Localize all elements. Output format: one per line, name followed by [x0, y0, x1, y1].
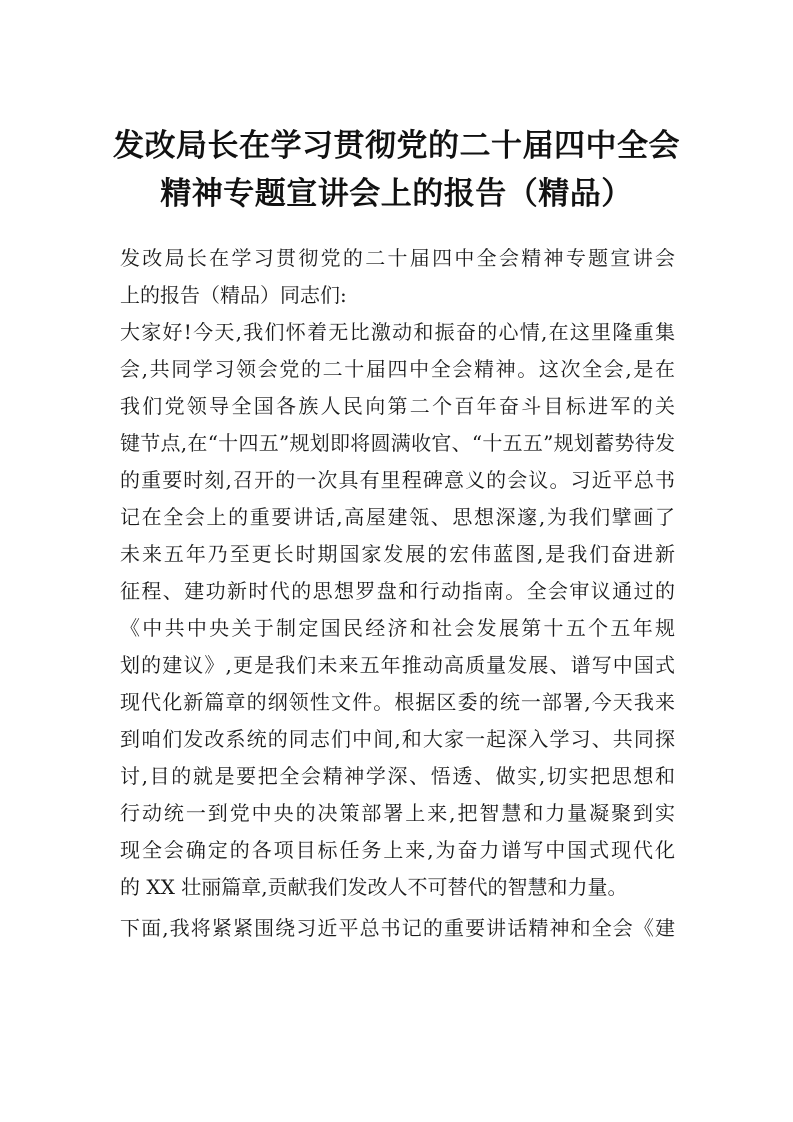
text-line: 征程、建功新时代的思想罗盘和行动指南。全会审议通过的 [120, 579, 675, 603]
paragraph-intro [120, 240, 675, 314]
paragraph-next [120, 910, 675, 947]
text-line: 下面,我将紧紧围绕习近平总书记的重要讲话精神和全会《建 [120, 916, 675, 940]
text-line: 键节点,在“十四五”规划即将圆满收官、“十五五”规划蓄势待发 [120, 431, 675, 455]
text-line: 行动统一到党中央的决策部署上来,把智慧和力量凝聚到实 [120, 801, 675, 825]
title-line: 发改局长在学习贯彻党的二十届四中全会 [113, 128, 680, 164]
text-line: 讨,目的就是要把全会精神学深、悟透、做实,切实把思想和 [120, 764, 675, 788]
text-line: 的 XX 壮丽篇章,贡献我们发改人不可替代的智慧和力量。 [120, 875, 628, 899]
document-title [100, 122, 693, 218]
text-line: 到咱们发改系统的同志们中间,和大家一起深入学习、共同探 [120, 727, 675, 751]
text-line: 的重要时刻,召开的一次具有里程碑意义的会议。习近平总书 [120, 468, 675, 492]
text-line: 《中共中央关于制定国民经济和社会发展第十五个五年规 [120, 616, 675, 640]
text-line: 未来五年乃至更长时期国家发展的宏伟蓝图,是我们奋进新 [120, 542, 675, 566]
text-line: 大家好!今天,我们怀着无比激动和振奋的心情,在这里隆重集 [120, 320, 675, 344]
text-line: 发改局长在学习贯彻党的二十届四中全会精神专题宣讲会 [120, 246, 675, 270]
title-line: 精神专题宣讲会上的报告（精品） [160, 176, 633, 212]
text-line: 我们党领导全国各族人民向第二个百年奋斗目标进军的关 [120, 394, 675, 418]
text-line: 划的建议》,更是我们未来五年推动高质量发展、谱写中国式 [120, 653, 675, 677]
text-line: 现全会确定的各项目标任务上来,为奋力谱写中国式现代化 [120, 838, 675, 862]
text-line: 记在全会上的重要讲话,高屋建瓴、思想深邃,为我们擘画了 [120, 505, 675, 529]
document-body [120, 240, 675, 947]
text-line: 上的报告（精品）同志们: [120, 283, 347, 307]
text-line: 会,共同学习领会党的二十届四中全会精神。这次全会,是在 [120, 357, 675, 381]
text-line: 现代化新篇章的纲领性文件。根据区委的统一部署,今天我来 [120, 690, 675, 714]
paragraph-main [120, 314, 675, 906]
